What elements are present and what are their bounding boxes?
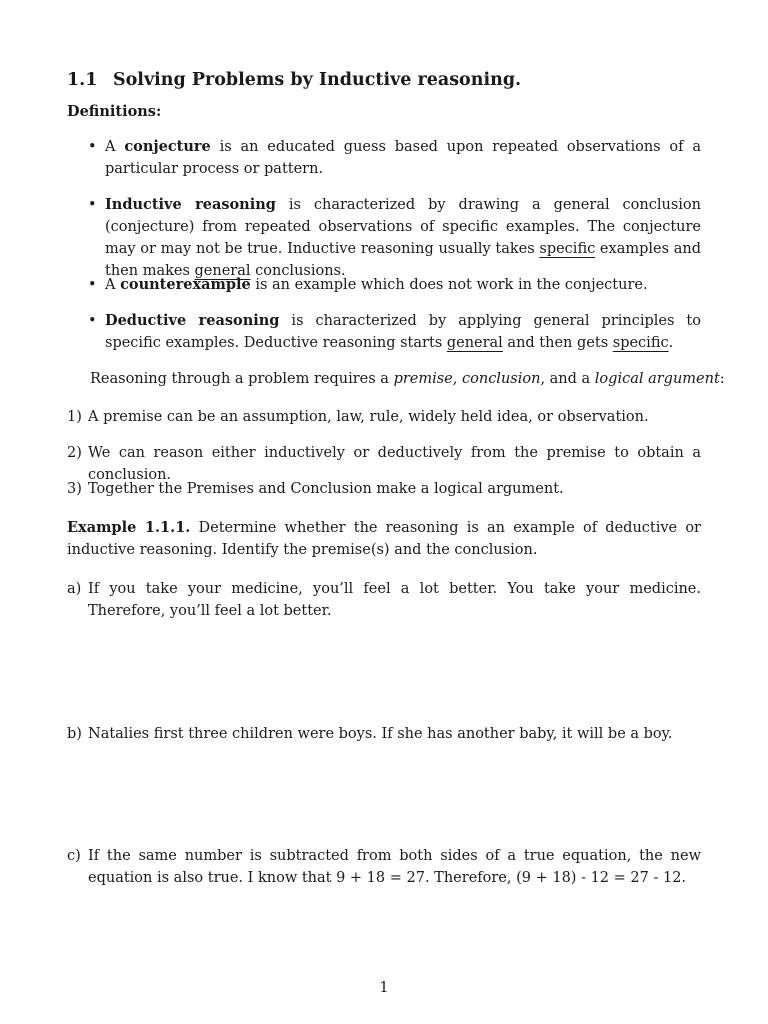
- underlined-word: specific: [612, 335, 669, 351]
- item-label: 3): [67, 481, 82, 497]
- part-text: If you take your medicine, you’ll feel a lot better. You take your medicine. Therefore, you’ll feel a lot better.: [88, 581, 701, 619]
- page-number: 1: [379, 980, 389, 996]
- item-label: 2): [67, 445, 82, 461]
- example-label: Example 1.1.1.: [67, 519, 191, 536]
- part-label: c): [67, 848, 81, 864]
- underlined-word: general: [194, 263, 251, 279]
- definition-item: • Deductive reasoning is characterized by applying general principles to specific examples. Deductive reasoning starts general and then gets specific.: [88, 312, 701, 351]
- numbered-item: [67, 406, 701, 428]
- example-part: [67, 845, 701, 889]
- term-conclusion: conclusion: [462, 371, 541, 387]
- bullet-icon: •: [88, 139, 97, 155]
- example-part: [67, 578, 701, 622]
- example-part: [67, 723, 701, 745]
- item-text: We can reason either inductively or deductively from the premise to obtain a conclusion.: [88, 445, 701, 483]
- definition-term: Deductive reasoning: [105, 312, 280, 329]
- example-text: Determine whether the reasoning is an example of deductive or inductive reasoning. Identify the premise(s) and the conclusion.: [67, 520, 701, 558]
- part-text: If the same number is subtracted from both sides of a true equation, the new equation is also true. I know that 9 + 18 = 27. Therefore, (9 + 18) - 12 = 27 - 12.: [88, 848, 701, 886]
- definition-item: • A counterexample is an example which does not work in the conjecture.: [105, 274, 701, 296]
- section-title-text: Solving Problems by Inductive reasoning.: [113, 70, 522, 90]
- example-heading: [67, 517, 701, 561]
- definition-item: • A conjecture is an educated guess based upon repeated observations of a particular process or pattern.: [88, 138, 701, 177]
- definition-term: Inductive reasoning: [105, 196, 276, 213]
- item-label: 1): [67, 409, 82, 425]
- definition-term: counterexample: [120, 276, 251, 293]
- bullet-icon: •: [88, 277, 97, 293]
- item-text: A premise can be an assumption, law, rule, widely held idea, or observation.: [88, 409, 649, 425]
- section-title: [67, 68, 521, 92]
- reasoning-paragraph: Reasoning through a problem requires a premise, conclusion, and a logical argument:: [90, 371, 725, 387]
- part-text: Natalies first three children were boys. If she has another baby, it will be a boy.: [88, 726, 673, 742]
- numbered-item: [67, 478, 701, 500]
- definition-item: • Inductive reasoning is characterized by drawing a general conclusion (conjecture) from repeated observations of specific examples. The conjecture may or may not be true. Inductive reasoning usually takes specific examples and then makes general conclusions.: [88, 196, 701, 279]
- bullet-icon: •: [88, 197, 97, 213]
- part-label: b): [67, 726, 82, 742]
- term-premise: premise: [393, 371, 453, 387]
- definitions-heading: Definitions:: [67, 103, 162, 120]
- section-number: 1.1: [67, 70, 98, 90]
- underlined-word: general: [446, 335, 503, 351]
- term-logical-argument: logical argument: [594, 371, 720, 387]
- part-label: a): [67, 581, 82, 597]
- definition-term: conjecture: [124, 138, 211, 155]
- bullet-icon: •: [88, 313, 97, 329]
- underlined-word: specific: [539, 241, 596, 257]
- item-text: Together the Premises and Conclusion make a logical argument.: [88, 481, 564, 497]
